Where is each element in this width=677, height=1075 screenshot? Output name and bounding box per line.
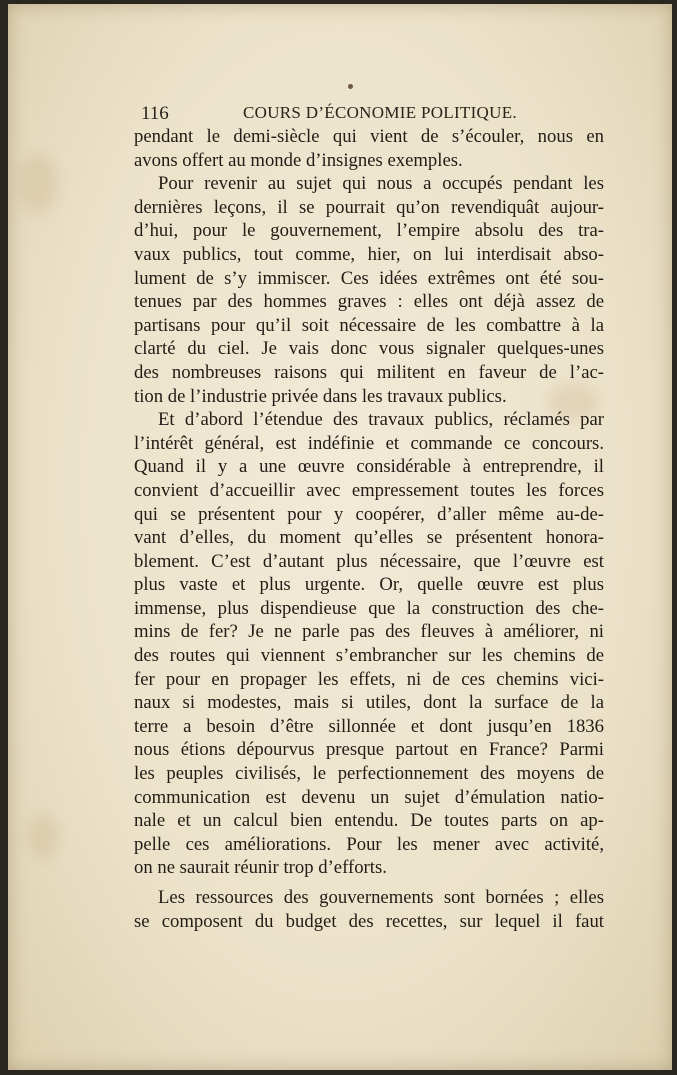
- text-line: Et d’abord l’étendue des travaux publics, réclamés par: [158, 409, 604, 431]
- text-line: terre a besoin d’être sillonnée et dont jusqu’en 1836: [134, 715, 604, 737]
- paragraph: [134, 886, 604, 933]
- text-line: les peuples civilisés, le perfectionnement des moyens de: [134, 763, 604, 785]
- page-number: 116: [141, 103, 169, 124]
- body-text: [134, 125, 604, 933]
- text-line: on ne saurait réunir trop d’efforts.: [134, 857, 387, 879]
- text-line: nous étions dépourvus presque partout en France? Parmi: [134, 739, 604, 761]
- text-line: pendant le demi-siècle qui vient de s’écouler, nous en: [134, 126, 604, 147]
- text-line: dernières leçons, il se pourrait qu’on revendiquât aujour-: [134, 196, 604, 218]
- text-line: avons offert au monde d’insignes exemples.: [134, 149, 463, 171]
- ink-dot: [348, 84, 353, 89]
- paragraph: [134, 408, 604, 880]
- text-line: des routes qui viennent s’embrancher sur les chemins de: [134, 645, 604, 667]
- text-line: lument de s’y immiscer. Ces idées extrêmes ont été sou-: [134, 267, 604, 289]
- paragraph: [134, 125, 604, 172]
- text-line: tion de l’industrie privée dans les travaux publics.: [134, 385, 507, 407]
- text-line: des nombreuses raisons qui militent en faveur de l’ac-: [134, 361, 604, 383]
- running-head: COURS D’ÉCONOMIE POLITIQUE.: [243, 103, 517, 122]
- text-line: l’intérêt général, est indéfinie et commande ce concours.: [134, 432, 604, 454]
- text-line: nale et un calcul bien entendu. De toutes parts on ap-: [134, 810, 604, 832]
- text-line: d’hui, pour le gouvernement, l’empire absolu des tra-: [134, 220, 604, 242]
- text-line: convient d’accueillir avec empressement toutes les forces: [134, 479, 604, 501]
- text-line: se composent du budget des recettes, sur lequel il faut: [134, 910, 604, 932]
- paper-stain: [18, 154, 58, 214]
- text-line: vaux publics, tout comme, hier, on lui interdisait abso-: [134, 243, 604, 265]
- text-line: Les ressources des gouvernements sont bornées ; elles: [158, 887, 604, 908]
- text-line: blement. C’est d’autant plus nécessaire, que l’œuvre est: [134, 550, 604, 572]
- text-line: communication est devenu un sujet d’émulation natio-: [134, 786, 604, 808]
- text-line: Pour revenir au sujet qui nous a occupés pendant les: [158, 173, 604, 195]
- text-line: pelle ces améliorations. Pour les mener avec activité,: [134, 833, 604, 855]
- text-line: immense, plus dispendieuse que la construction des che-: [134, 597, 604, 619]
- text-line: naux si modestes, mais si utiles, dont la surface de la: [134, 692, 604, 714]
- text-line: Quand il y a une œuvre considérable à entreprendre, il: [134, 456, 604, 478]
- text-line: partisans pour qu’il soit nécessaire de les combattre à la: [134, 314, 604, 336]
- page-header: [141, 101, 611, 125]
- text-line: mins de fer? Je ne parle pas des fleuves à améliorer, ni: [134, 621, 604, 643]
- text-line: qui se présentent pour y coopérer, d’aller même au-de-: [134, 503, 604, 525]
- paper-stain: [28, 814, 58, 859]
- text-line: vant d’elles, du moment qu’elles se présentent honora-: [134, 527, 604, 549]
- text-line: tenues par des hommes graves : elles ont déjà assez de: [134, 291, 604, 313]
- paragraph: [134, 172, 604, 408]
- text-line: fer pour en propager les effets, ni de ces chemins vici-: [134, 668, 604, 690]
- text-line: plus vaste et plus urgente. Or, quelle œuvre est plus: [134, 574, 604, 596]
- text-line: clarté du ciel. Je vais donc vous signaler quelques-unes: [134, 338, 604, 360]
